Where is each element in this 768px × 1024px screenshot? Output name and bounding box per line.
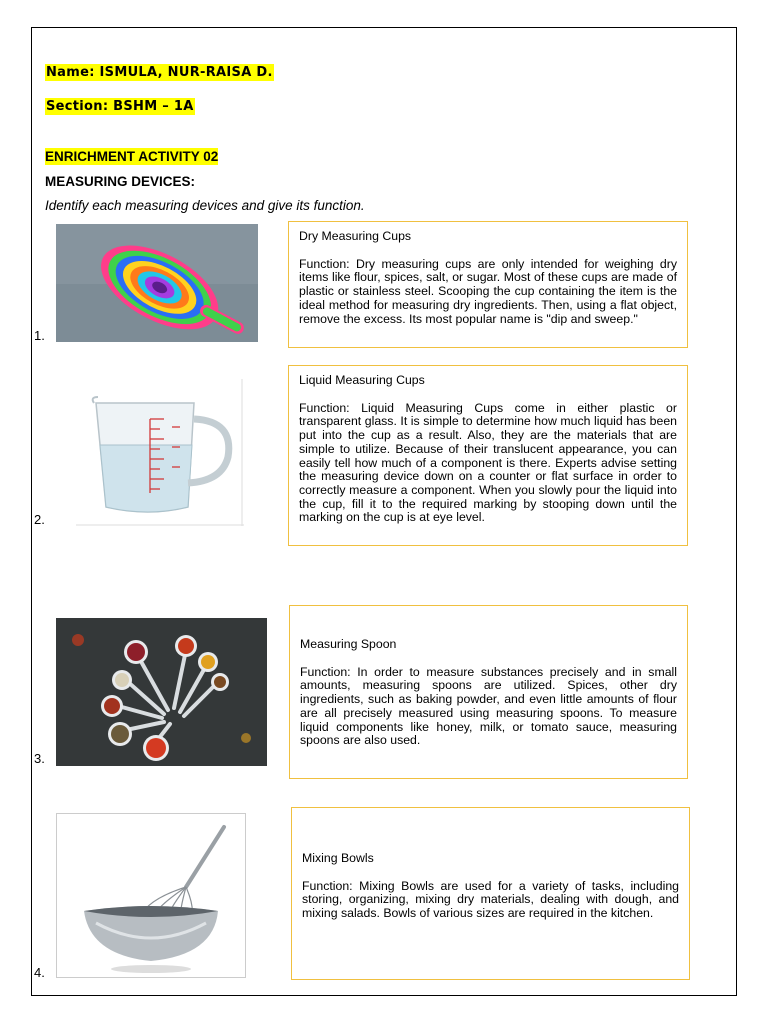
item-number: 4. [34, 965, 45, 980]
activity-title: ENRICHMENT ACTIVITY 02 [45, 149, 219, 164]
item-function: Function: In order to measure substances precisely and in small amounts, measuring spoons are utilized. Spices, other dry ingredients, such as baking powder, and even little amounts of flour are all precisely measured using measuring spoons. To measure liquid components like honey, milk, or tomato sauce, measuring spoons are also used. [300, 664, 677, 748]
item-card [288, 365, 688, 546]
item-card [291, 807, 690, 980]
mixing-bowl-image [56, 813, 246, 978]
student-section: Section: BSHM – 1A [46, 99, 194, 114]
instruction-text: Identify each measuring devices and give its function. [45, 198, 365, 213]
item-number: 1. [34, 328, 45, 343]
student-name: Name: ISMULA, NUR-RAISA D. [46, 65, 273, 80]
item-card [288, 221, 688, 348]
item-title: Mixing Bowls [302, 851, 374, 865]
item-function: Function: Dry measuring cups are only intended for weighing dry items like flour, spices, salt, or sugar. Most of these cups are made of plastic or stainless steel. Scooping the cup containing the item is the ideal method for measuring dry ingredients. Then, using a flat object, remove the excess. Its most popular name is "dip and sweep." [299, 256, 677, 326]
item-title: Measuring Spoon [300, 637, 397, 651]
item-number: 3. [34, 751, 45, 766]
dry-measuring-cups-image [56, 224, 258, 342]
item-title: Liquid Measuring Cups [299, 373, 425, 387]
topic-heading: MEASURING DEVICES: [45, 174, 196, 189]
item-function: Function: Liquid Measuring Cups come in either plastic or transparent glass. It is simple to determine how much liquid has been put into the cup as a result. Also, they are the materials that are simple to utilize. Because of their translucent appearance, you can easily tell how much of a component is there. Experts advise setting the measuring device down on a counter or flat surface in order to correctly measure a component. When you slowly pour the liquid into the cup, fill it to the required marking by stooping down until the marking on the cup is at eye level. [299, 400, 677, 525]
item-card [289, 605, 688, 779]
measuring-spoons-image [56, 618, 267, 766]
item-function: Function: Mixing Bowls are used for a variety of tasks, including storing, organizing, mixing dry materials, dealing with dough, and mixing salads. Bowls of various sizes are required in the kitchen. [302, 878, 679, 921]
item-number: 2. [34, 512, 45, 527]
liquid-measuring-cup-image [76, 379, 244, 526]
item-title: Dry Measuring Cups [299, 229, 412, 243]
